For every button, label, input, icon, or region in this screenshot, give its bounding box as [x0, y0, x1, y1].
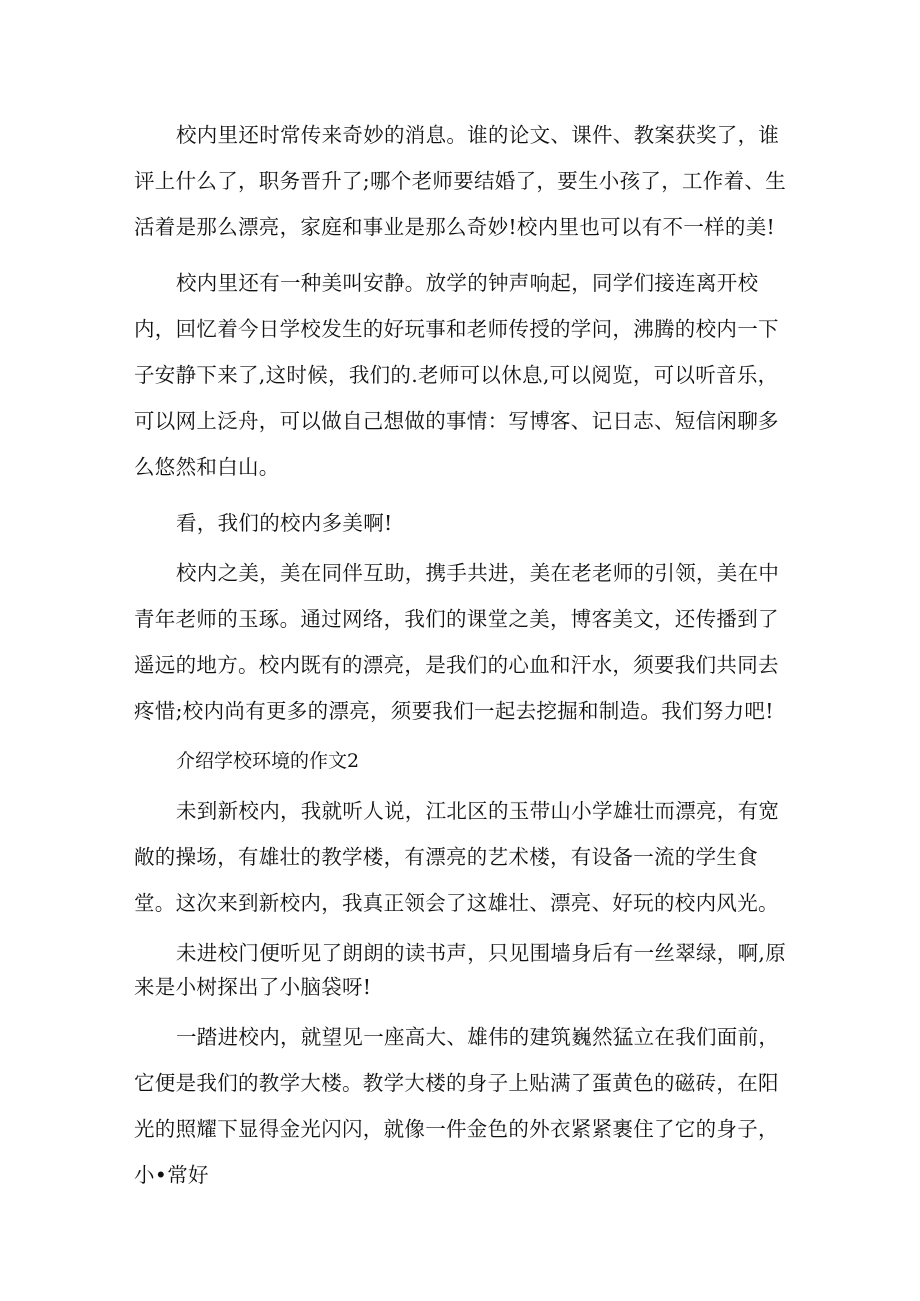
- paragraph-gap: [134, 250, 794, 260]
- paragraph-gap: [134, 490, 794, 500]
- paragraph-3: 看，我们的校内多美啊!: [176, 511, 393, 535]
- paragraph-7: 一踏进校内，就望见一座高大、雄伟的建筑巍然猛立在我们面前，它便是我们的教学大楼。教学大楼的身子上贴满了蛋黄色的磁砖，在阳光的照耀下显得金光闪闪，就像一件金色的外衣紧紧裹住了它的身子，小•常好: [134, 1025, 780, 1187]
- paragraph-2: 校内里还有一种美叫安静。放学的钟声响起，同学们接连离开校内，回忆着今日学校发生的好玩事和老师传授的学问，沸腾的校内一下子安静下来了,这时候，我们的.老师可以休息,可以阅览，可以听音乐，可以网上泛舟，可以做自己想做的事情：写博客、记日志、短信闲聊多么悠然和白山。: [134, 271, 779, 479]
- paragraph-4: 校内之美，美在同伴互助，携手共进，美在老老师的引领，美在中青年老师的玉琢。通过网络，我们的课堂之美，博客美文，还传播到了遥远的地方。校内既有的漂亮，是我们的心血和汗水，须要我们共同去疼惜;校内尚有更多的漂亮，须要我们一起去挖掘和制造。我们努力吧!: [134, 561, 780, 723]
- paragraph-5: 未到新校内，我就听人说，江北区的玉带山小学雄壮而漂亮，有宽敞的操场，有雄壮的教学楼，有漂亮的艺术楼，有设备一流的学生食堂。这次来到新校内，我真正领会了这雄壮、漂亮、好玩的校内风光。: [134, 799, 780, 915]
- paragraph-1: 校内里还时常传来奇妙的消息。谁的论文、课件、教案获奖了，谁评上什么了，职务晋升了;哪个老师要结婚了，要生小孩了，工作着、生活着是那么漂亮，家庭和事业是那么奇妙!校内里也可以有不一样的美!: [134, 123, 787, 239]
- paragraph-6: 未进校门便听见了朗朗的读书声，只见围墙身后有一丝翠绿，啊,原来是小树探出了小脑袋呀!: [134, 941, 787, 999]
- section-heading: 介绍学校环境的作文2: [176, 750, 360, 772]
- document-body: [134, 112, 794, 1198]
- paragraph-gap: [134, 1004, 794, 1014]
- paragraph-gap: [134, 926, 794, 936]
